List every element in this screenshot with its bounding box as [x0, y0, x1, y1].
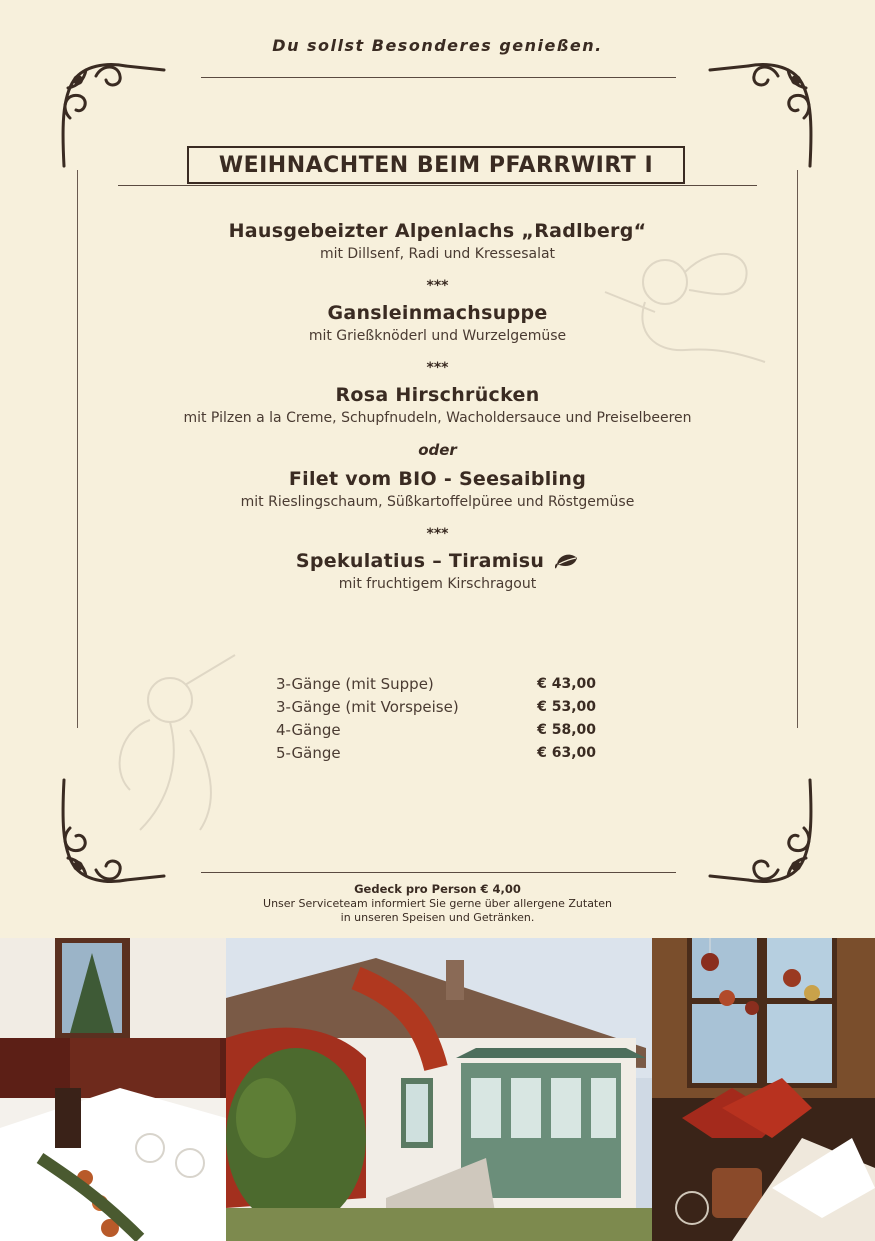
price-label: 3-Gänge (mit Vorspeise) — [276, 698, 459, 716]
price-value: € 53,00 — [537, 699, 596, 715]
price-label: 4-Gänge — [276, 721, 341, 739]
course-description: mit Rieslingschaum, Süßkartoffelpüree und Röstgemüse — [240, 494, 635, 510]
price-row — [276, 696, 596, 719]
course-item — [80, 466, 795, 512]
allergen-note: Unser Serviceteam informiert Sie gerne über allergene Zutaten — [263, 897, 612, 910]
course-name: Rosa Hirschrücken — [335, 384, 540, 406]
course-item — [80, 300, 795, 346]
title-rule — [118, 185, 757, 186]
price-label: 5-Gänge — [276, 744, 341, 762]
course-name-row — [80, 548, 795, 574]
alternative-label: oder — [418, 441, 457, 459]
allergen-note: in unseren Speisen und Getränken. — [340, 911, 535, 924]
photo-dining-room — [0, 938, 226, 1241]
price-label: 3-Gänge (mit Suppe) — [276, 675, 434, 693]
course-list — [80, 218, 795, 594]
cover-charge: Gedeck pro Person € 4,00 — [354, 882, 521, 896]
course-item — [80, 382, 795, 428]
ornament-corner-icon — [56, 58, 166, 168]
course-name: Hausgebeizter Alpenlachs „Radlberg“ — [228, 220, 647, 242]
cherub-illustration — [100, 650, 250, 840]
price-row — [276, 742, 596, 765]
price-value: € 43,00 — [537, 676, 596, 692]
course-item — [80, 218, 795, 264]
top-rule — [201, 77, 676, 78]
course-name: Spekulatius – Tiramisu — [295, 550, 545, 572]
right-rule — [797, 170, 798, 728]
course-separator: *** — [426, 278, 449, 294]
price-row — [276, 673, 596, 696]
allergen-leaf-icon — [555, 550, 579, 570]
photo-christmas-window — [652, 938, 875, 1241]
price-row — [276, 719, 596, 742]
course-separator: *** — [426, 526, 449, 542]
photo-building-exterior — [226, 938, 652, 1241]
price-value: € 63,00 — [537, 745, 596, 761]
course-separator: *** — [426, 360, 449, 376]
course-name: Gansleinmachsuppe — [327, 302, 548, 324]
course-description: mit Dillsenf, Radi und Kressesalat — [319, 246, 556, 262]
price-list — [276, 673, 596, 765]
tagline: Du sollst Besonderes genießen. — [272, 36, 603, 55]
course-name: Filet vom BIO - Seesaibling — [288, 468, 587, 490]
ornament-corner-icon — [708, 778, 818, 888]
course-item — [80, 548, 795, 594]
price-value: € 58,00 — [537, 722, 596, 738]
left-rule — [77, 170, 78, 728]
course-description: mit fruchtigem Kirschragout — [338, 576, 537, 592]
bottom-rule — [201, 872, 676, 873]
course-description: mit Grießknöderl und Wurzelgemüse — [308, 328, 567, 344]
course-description: mit Pilzen a la Creme, Schupfnudeln, Wacholdersauce und Preiselbeeren — [183, 410, 692, 426]
footer-notes — [0, 882, 875, 925]
menu-title: WEIHNACHTEN BEIM PFARRWIRT I — [187, 146, 685, 184]
ornament-corner-icon — [708, 58, 818, 168]
